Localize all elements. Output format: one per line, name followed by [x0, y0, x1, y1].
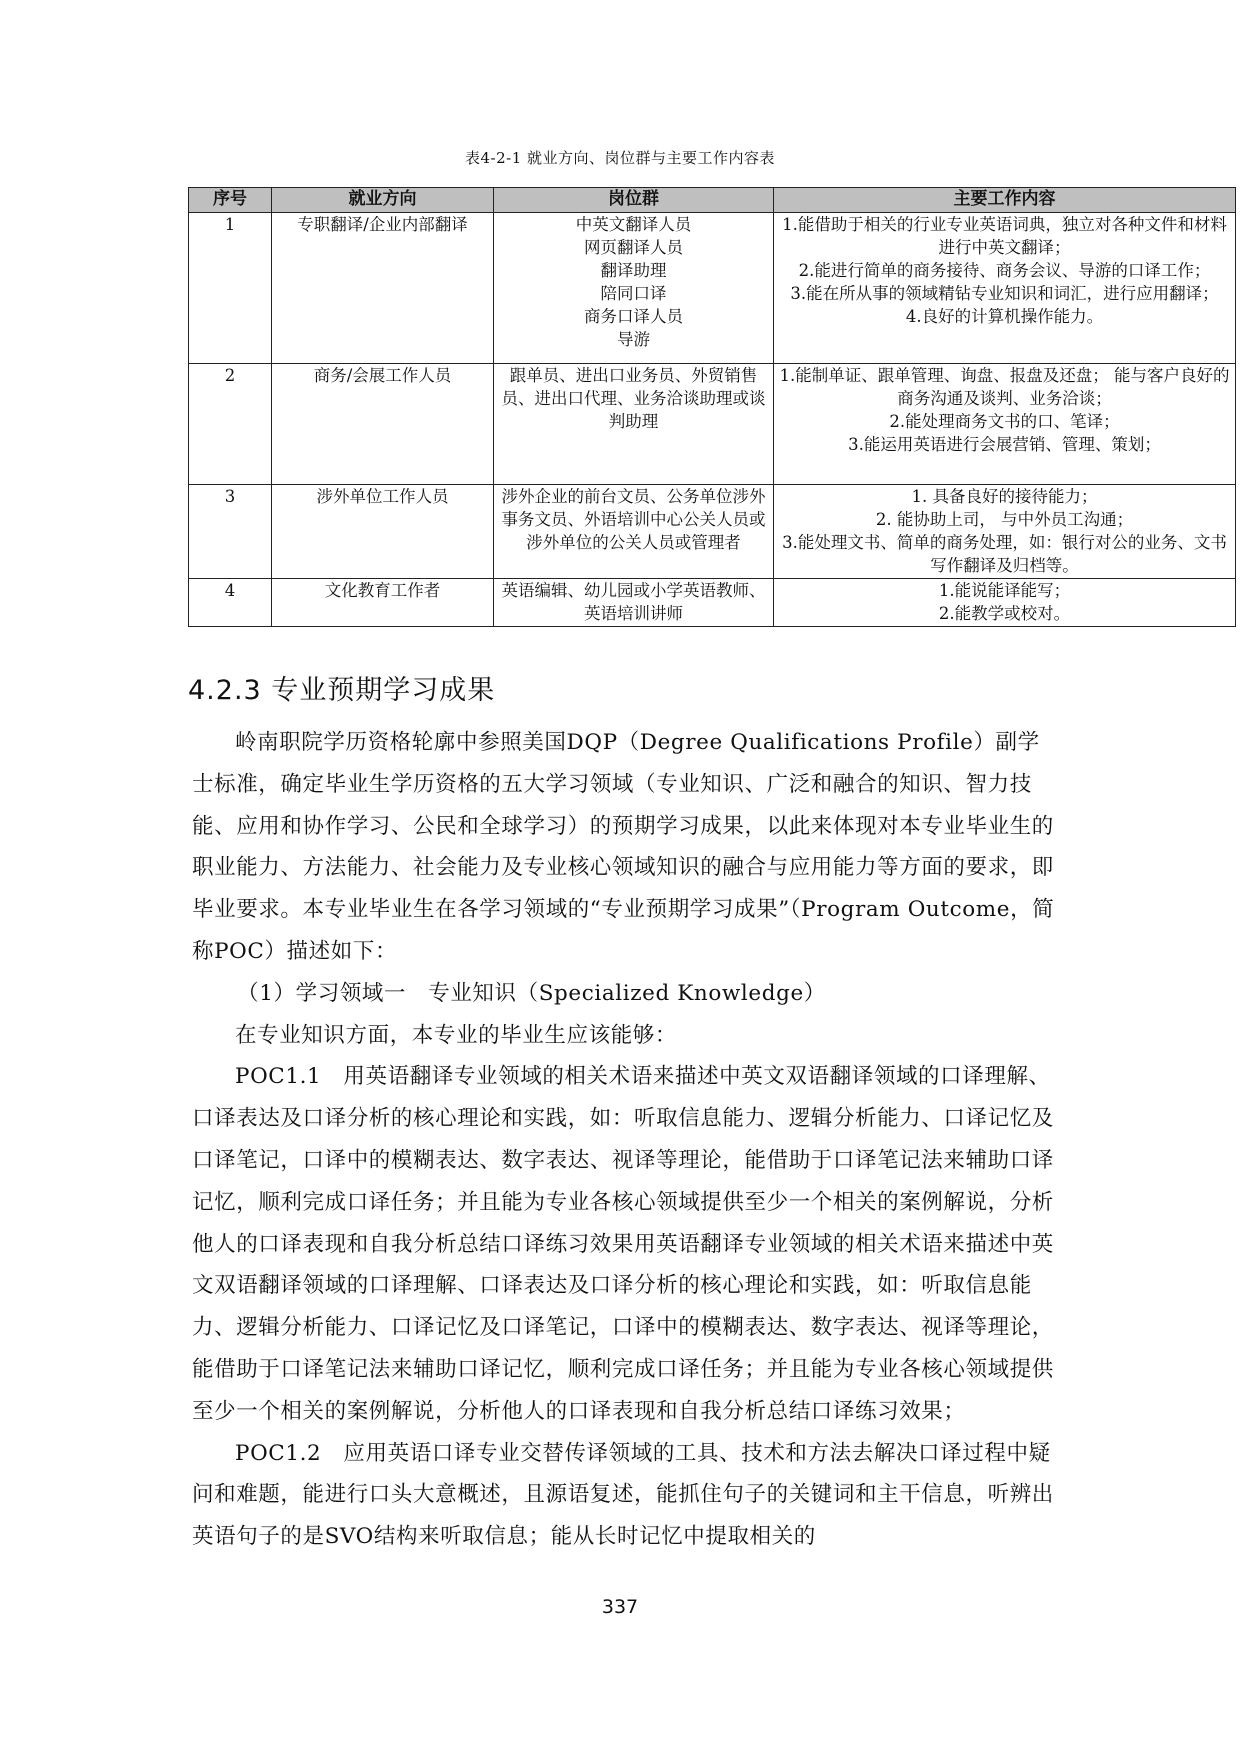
post-item: 导游: [617, 330, 650, 349]
employment-table: [188, 187, 1236, 627]
table-caption: 表4-2-1 就业方向、岗位群与主要工作内容表: [464, 149, 776, 167]
row-no: 1: [189, 213, 272, 364]
paragraph: （1）学习领域一 专业知识（Specialized Knowledge）: [237, 980, 826, 1006]
row-content: [774, 364, 1236, 485]
content-item: 2.能进行简单的商务接待、商务会议、导游的口译工作；: [798, 261, 1211, 280]
header-content: 主要工作内容: [774, 188, 1236, 213]
row-direction: 涉外单位工作人员: [272, 485, 494, 579]
section-heading: 4.2.3 专业预期学习成果: [188, 675, 496, 706]
table-row: [189, 364, 1236, 485]
table-row: [189, 485, 1236, 579]
post-item: 涉外企业的前台文员、公务单位涉外事务文员、外语培训中心公关人员或涉外单位的公关人员或管理者: [501, 487, 766, 552]
post-item: 商务口译人员: [584, 307, 683, 326]
table-header-row: [189, 188, 1236, 213]
header-no: 序号: [189, 188, 272, 213]
content-item: 1.能借助于相关的行业专业英语词典，独立对各种文件和材料进行中英文翻译；: [782, 215, 1227, 257]
content-item: 1.能说能译能写；: [938, 581, 1071, 600]
post-item: 中英文翻译人员: [575, 215, 692, 234]
row-direction: 专职翻译/企业内部翻译: [272, 213, 494, 364]
row-direction: 商务/会展工作人员: [272, 364, 494, 485]
row-content: [774, 579, 1236, 627]
paragraph: POC1.2 应用英语口译专业交替传译领域的工具、技术和方法去解决口译过程中疑问和难题，能进行口头大意概述，且源语复述，能抓住句子的关键词和主干信息，听辨出英语句子的是SVO结构来听取信息；能从长时记忆中提取相关的: [192, 1440, 1054, 1550]
table-row: [189, 579, 1236, 627]
row-no: 3: [189, 485, 272, 579]
content-item: 2.能教学或校对。: [938, 604, 1071, 623]
post-item: 陪同口译: [600, 284, 667, 303]
row-content: [774, 213, 1236, 364]
post-item: 网页翻译人员: [584, 238, 683, 257]
row-no: 4: [189, 579, 272, 627]
content-item: 3.能处理文书、简单的商务处理，如：银行对公的业务、文书写作翻译及归档等。: [782, 533, 1227, 575]
paragraph: 岭南职院学历资格轮廓中参照美国DQP（Degree Qualifications Profile）副学士标准，确定毕业生学历资格的五大学习领域（专业知识、广泛和融合的知识、智力技能、应用和协作学习、公民和全球学习）的预期学习成果，以此来体现对本专业毕业生的职业能力、方法能力、社会能力及专业核心领域知识的融合与应用能力等方面的要求，即毕业要求。本专业毕业生在各学习领域的“专业预期学习成果”（Program Outcome，简称POC）描述如下：: [192, 730, 1055, 964]
row-posts: [494, 579, 774, 627]
content-item: 1. 具备良好的接待能力；: [911, 487, 1098, 506]
row-no: 2: [189, 364, 272, 485]
paragraph: POC1.1 用英语翻译专业领域的相关术语来描述中英文双语翻译领域的口译理解、口译表达及口译分析的核心理论和实践，如：听取信息能力、逻辑分析能力、口译记忆及口译笔记，口译中的模糊表达、数字表达、视译等理论，能借助于口译笔记法来辅助口译记忆，顺利完成口译任务；并且能为专业各核心领域提供至少一个相关的案例解说，分析他人的口译表现和自我分析总结口译练习效果用英语翻译专业领域的相关术语来描述中英文双语翻译领域的口译理解、口译表达及口译分析的核心理论和实践，如：听取信息能力、逻辑分析能力、口译记忆及口译笔记，口译中的模糊表达、数字表达、视译等理论，能借助于口译笔记法来辅助口译记忆，顺利完成口译任务；并且能为专业各核心领域提供至少一个相关的案例解说，分析他人的口译表现和自我分析总结口译练习效果；: [192, 1064, 1054, 1424]
content-item: 4.良好的计算机操作能力。: [905, 307, 1104, 326]
page-number: 337: [601, 1596, 639, 1618]
header-direction: 就业方向: [272, 188, 494, 213]
content-item: 2.能处理商务文书的口、笔译；: [889, 412, 1120, 431]
post-item: 翻译助理: [600, 261, 667, 280]
table-row: [189, 213, 1236, 364]
content-item: 2. 能协助上司， 与中外员工沟通；: [875, 510, 1134, 529]
row-content: [774, 485, 1236, 579]
paragraph: 在专业知识方面，本专业的毕业生应该能够：: [235, 1022, 678, 1048]
content-item: 3.能运用英语进行会展营销、管理、策划；: [848, 435, 1161, 454]
row-posts: [494, 485, 774, 579]
row-posts: [494, 213, 774, 364]
section-body: [192, 722, 1058, 1558]
row-direction: 文化教育工作者: [272, 579, 494, 627]
row-posts: [494, 364, 774, 485]
header-posts: 岗位群: [494, 188, 774, 213]
content-item: 3.能在所从事的领域精钻专业知识和词汇，进行应用翻译；: [790, 284, 1219, 303]
post-item: 英语编辑、幼儿园或小学英语教师、英语培训讲师: [501, 581, 766, 623]
post-item: 跟单员、进出口业务员、外贸销售员、进出口代理、业务洽谈助理或谈判助理: [501, 366, 766, 431]
content-item: 1.能制单证、跟单管理、询盘、报盘及还盘； 能与客户良好的商务沟通及谈判、业务洽谈；: [779, 366, 1230, 408]
